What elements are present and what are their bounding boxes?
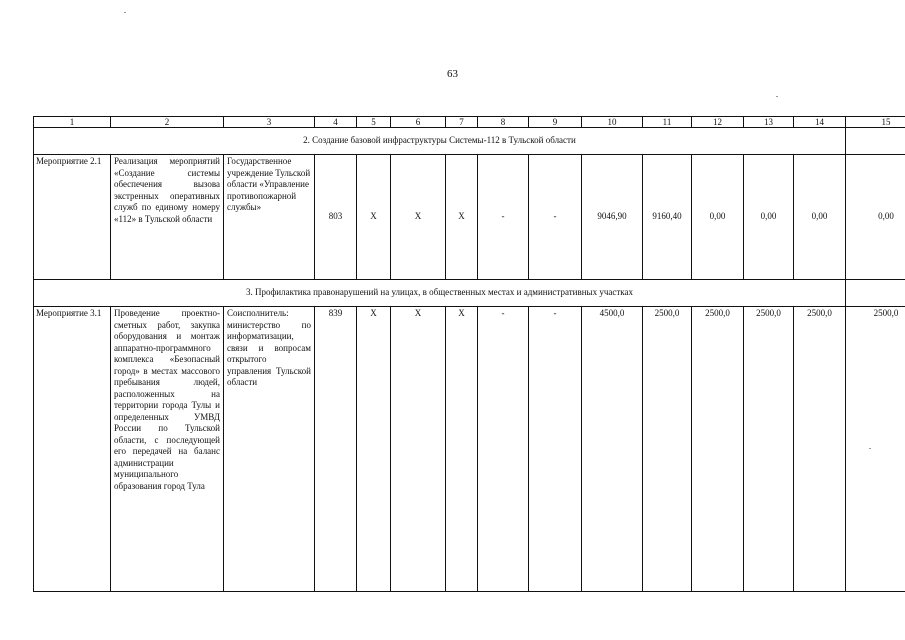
- column-number-header-row: [34, 117, 905, 128]
- amount-cell: 2500,0: [744, 307, 794, 592]
- column-header: 10: [582, 117, 643, 128]
- value-cell: -: [478, 155, 529, 280]
- column-header: 9: [529, 117, 582, 128]
- value-cell: Х: [391, 155, 446, 280]
- program-activities-table: [33, 116, 905, 592]
- value-cell: Х: [357, 155, 391, 280]
- amount-cell: 4500,0: [582, 307, 643, 592]
- amount-cell: 0,00: [744, 155, 794, 280]
- value-cell: Х: [446, 155, 478, 280]
- value-cell: Х: [446, 307, 478, 592]
- column-header: 12: [692, 117, 744, 128]
- amount-cell: 9160,40: [643, 155, 692, 280]
- table-row: [34, 307, 905, 592]
- amount-cell: 0,00: [794, 155, 846, 280]
- page-number: 63: [447, 68, 458, 80]
- value-cell: -: [529, 155, 582, 280]
- amount-cell: 2500,0: [643, 307, 692, 592]
- column-header: 2: [111, 117, 224, 128]
- section-title: 2. Создание базовой инфраструктуры Системы-112 в Тульской области: [34, 128, 846, 155]
- value-cell: Х: [357, 307, 391, 592]
- column-header: 5: [357, 117, 391, 128]
- responsible-executor-cell: Соисполнитель: министерство по информатизации, связи и вопросам открытого управления Тульской области: [224, 307, 315, 592]
- value-cell: Х: [391, 307, 446, 592]
- value-cell: -: [529, 307, 582, 592]
- table-row: [34, 155, 905, 280]
- column-header: 6: [391, 117, 446, 128]
- amount-cell: 2500,0: [794, 307, 846, 592]
- column-header: 11: [643, 117, 692, 128]
- scan-speck: [776, 96, 778, 97]
- column-header: 15: [846, 117, 905, 128]
- activity-id-cell: Мероприятие 2.1: [34, 155, 111, 280]
- activity-description-cell: Проведение проектно-сметных работ, закупка оборудования и монтаж аппаратно-программного комплекса «Безопасный город» в местах массового пребывания людей, расположенных на территории города Тулы и определенных УМВД России по Тульской области, с последующей его передачей на баланс администрации муниципального образования город Тула: [111, 307, 224, 592]
- activity-description-cell: Реализация мероприятий «Создание системы обеспечения вызова экстренных оперативных служб по единому номеру «112» в Тульской области: [111, 155, 224, 280]
- scan-speck: [869, 448, 871, 449]
- column-header: 4: [315, 117, 357, 128]
- value-cell: 803: [315, 155, 357, 280]
- scan-speck: [124, 12, 126, 13]
- column-header: 14: [794, 117, 846, 128]
- section-heading-row: [34, 128, 905, 155]
- amount-cell: 0,00: [846, 155, 905, 280]
- column-header: 1: [34, 117, 111, 128]
- section-title-spacer: [846, 280, 905, 307]
- value-cell: -: [478, 307, 529, 592]
- section-title: 3. Профилактика правонарушений на улицах, в общественных местах и административных участках: [34, 280, 846, 307]
- section-title-spacer: [846, 128, 905, 155]
- value-cell: 839: [315, 307, 357, 592]
- activity-id-cell: Мероприятие 3.1: [34, 307, 111, 592]
- section-heading-row: [34, 280, 905, 307]
- column-header: 8: [478, 117, 529, 128]
- column-header: 13: [744, 117, 794, 128]
- amount-cell: 2500,0: [846, 307, 905, 592]
- column-header: 7: [446, 117, 478, 128]
- column-header: 3: [224, 117, 315, 128]
- amount-cell: 0,00: [692, 155, 744, 280]
- amount-cell: 2500,0: [692, 307, 744, 592]
- responsible-executor-cell: Государственное учреждение Тульской области «Управление противопожарной службы»: [224, 155, 315, 280]
- amount-cell: 9046,90: [582, 155, 643, 280]
